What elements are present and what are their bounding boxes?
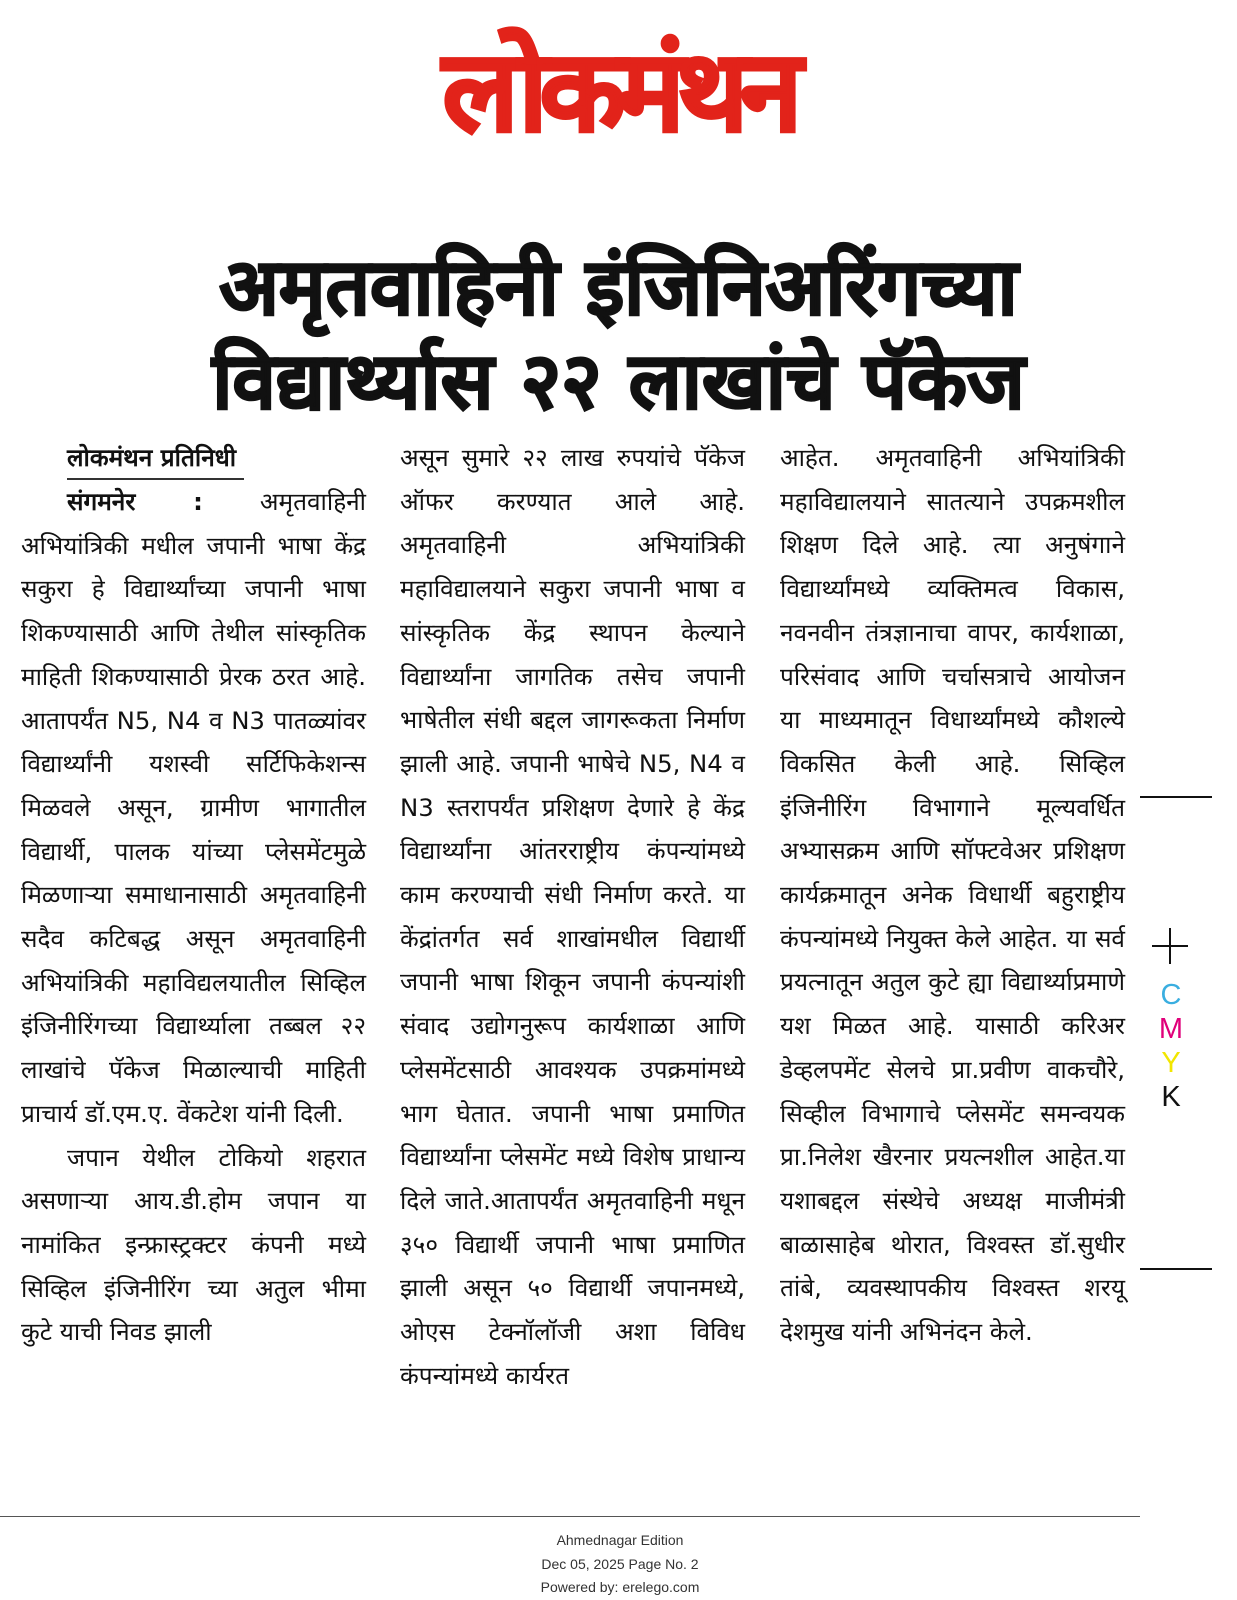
- registration-mark-line: [1140, 796, 1212, 798]
- article-column-1: [21, 436, 366, 1456]
- article-paragraph: आहेत. अमृतवाहिनी अभियांत्रिकी महाविद्यालयाने सातत्याने उपक्रमशील शिक्षण दिले आहे. त्या अनुषंगाने विद्यार्थ्यांमध्ये व्यक्तिमत्व विकास, नवनवीन तंत्रज्ञानाचा वापर, कार्यशाळा, परिसंवाद आणि चर्चासत्राचे आयोजन या माध्यमातून विधार्थ्यांमध्ये कौशल्ये विकसित केली आहे. सिव्हिल इंजिनीरिंग विभागाने मूल्यवर्धित अभ्यासक्रम आणि सॉफ्टवेअर प्रशिक्षण कार्यक्रमातून अनेक विधार्थी बहुराष्ट्रीय कंपन्यांमध्ये नियुक्त केले आहेत. या सर्व प्रयत्नातून अतुल कुटे ह्या विद्यार्थ्याप्रमाणे यश मिळत आहे. यासाठी करिअर डेव्हलपमेंट सेलचे प्रा.प्रवीण वाकचौरे, सिव्हील विभागाचे प्लेसमेंट समन्वयक प्रा.निलेश खैरनार प्रयत्नशील आहेत.या यशाबद्दल संस्थेचे अध्यक्ष माजीमंत्री बाळासाहेब थोरात, विश्वस्त डॉ.सुधीर तांबे, व्यवस्थापकीय विश्वस्त शरयू देशमुख यांनी अभिनंदन केले.: [780, 443, 1125, 1347]
- cmyk-label-m: M: [1158, 1013, 1184, 1045]
- article-paragraph: जपान येथील टोकियो शहरात असणाऱ्या आय.डी.होम जपान या नामांकित इन्फ्रास्ट्रक्टर कंपनी मध्ये सिव्हिल इंजिनीरिंग च्या अतुल भीमा कुटे याची निवड झाली: [21, 1142, 366, 1347]
- article-paragraph: असून सुमारे २२ लाख रुपयांचे पॅकेज ऑफर करण्यात आले आहे. अमृतवाहिनी अभियांत्रिकी महाविद्यालयाने सकुरा जपानी भाषा व सांस्कृतिक केंद्र स्थापन केल्याने विद्यार्थ्यांना जागतिक तसेच जपानी भाषेतील संधी बद्दल जागरूकता निर्माण झाली आहे. जपानी भाषेचे N5, N4 व N3 स्तरापर्यंत प्रशिक्षण देणारे हे केंद्र विद्यार्थ्यांना आंतरराष्ट्रीय कंपन्यांमध्ये काम करण्याची संधी निर्माण करते. या केंद्रांतर्गत सर्व शाखांमधील विद्यार्थी जपानी भाषा शिकून जपानी कंपन्यांशी संवाद उद्योगनुरूप कार्यशाळा आणि प्लेसमेंटसाठी आवश्यक उपक्रमांमध्ये भाग घेतात. जपानी भाषा प्रमाणित विद्यार्थ्यांना प्लेसमेंट मध्ये विशेष प्राधान्य दिले जाते.आतापर्यंत अमृतवाहिनी मधून ३५० विद्यार्थी जपानी भाषा प्रमाणित झाली असून ५० विद्यार्थी जपानमध्ये, ओएस टेक्नॉलॉजी अशा विविध कंपन्यांमध्ये कार्यरत: [400, 443, 745, 1390]
- cmyk-label-c: C: [1160, 979, 1182, 1011]
- dateline: संगमनेर :: [67, 487, 203, 516]
- headline-line-1: अमृतवाहिनी इंजिनिअरिंगच्या: [219, 243, 1018, 333]
- masthead-logo: लोकमंथन: [442, 26, 795, 157]
- paragraph-text: अमृतवाहिनी अभियांत्रिकी मधील जपानी भाषा केंद्र सकुरा हे विद्यार्थ्यांच्या जपानी भाषा शिकण्यासाठी आणि तेथील सांस्कृतिक माहिती शिकण्यासाठी प्रेरक ठरत आहे. आतापर्यंत N5, N4 व N3 पातळ्यांवर विद्यार्थ्यांनी यशस्वी सर्टिफिकेशन्स मिळवले असून, ग्रामीण भागातील विद्यार्थी, पालक यांच्या प्लेसमेंटमुळे मिळणाऱ्या समाधानासाठी अमृतवाहिनी सदैव कटिबद्ध असून अमृतवाहिनी अभियांत्रिकी महाविद्यलयातील सिव्हिल इंजिनीरिंगच्या विद्यार्थ्याला तब्बल २२ लाखांचे पॅकेज मिळाल्याची माहिती प्राचार्य डॉ.एम.ए. वेंकटेश यांनी दिली.: [21, 487, 366, 1128]
- article-column-3: [780, 436, 1125, 1456]
- edition-label: Ahmednagar Edition: [556, 1532, 684, 1548]
- cmyk-label-k: K: [1161, 1081, 1181, 1113]
- date-page-label: Dec 05, 2025 Page No. 2: [541, 1556, 699, 1572]
- byline: लोकमंथन प्रतिनिधी: [67, 438, 244, 480]
- footer-separator: [0, 1516, 1140, 1517]
- article-column-2: [400, 436, 745, 1456]
- registration-crosshair-icon: [1152, 928, 1188, 964]
- article-paragraph: [21, 480, 366, 1136]
- registration-mark-line: [1140, 1268, 1212, 1270]
- headline-line-2: विद्यार्थ्यास २२ लाखांचे पॅकेज: [212, 337, 1025, 427]
- cmyk-label-y: Y: [1161, 1047, 1181, 1079]
- powered-by-label: Powered by: erelego.com: [540, 1579, 700, 1595]
